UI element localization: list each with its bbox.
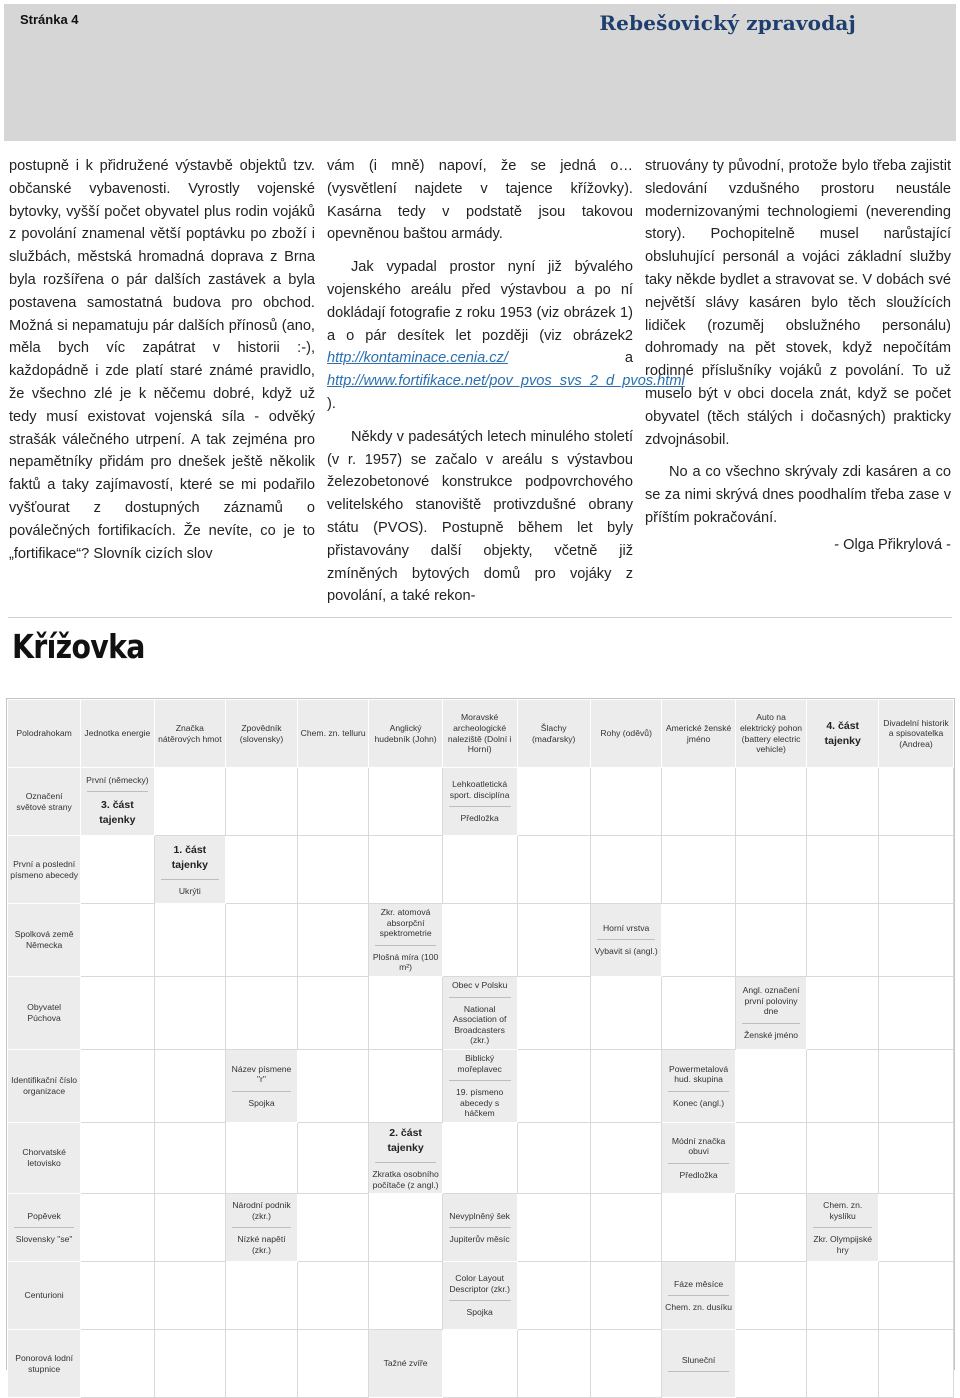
clue-text: Moravské archeologické naleziště (Dolní i Horní) xyxy=(447,712,512,755)
crossword-answer-cell[interactable] xyxy=(879,1049,954,1122)
clue-text: Anglický hudebník (John) xyxy=(374,722,437,744)
clue-divider xyxy=(449,997,511,998)
clue-text: Lehkoatletická sport. disciplína xyxy=(449,779,510,800)
crossword-clue-cell xyxy=(8,1194,81,1262)
clue-divider xyxy=(668,1295,728,1296)
clue-divider xyxy=(597,939,656,940)
crossword-answer-cell[interactable] xyxy=(297,1194,369,1262)
clue-text: Zkr. atomová absorpční spektrometrie xyxy=(379,907,432,939)
article-column-3 xyxy=(645,155,951,557)
crossword-clue-cell xyxy=(662,1262,735,1330)
clue-text: Spojka xyxy=(248,1097,275,1108)
clue-divider xyxy=(449,806,511,807)
crossword-answer-cell[interactable] xyxy=(226,1122,298,1193)
crossword-answer-cell[interactable] xyxy=(81,1194,154,1262)
article-column-1 xyxy=(9,155,315,565)
clue-divider xyxy=(449,1080,511,1081)
crossword-answer-cell[interactable] xyxy=(154,1194,226,1262)
crossword-clue-cell xyxy=(297,700,369,768)
crossword-answer-cell[interactable] xyxy=(81,1262,154,1330)
clue-divider xyxy=(449,1227,511,1228)
clue-text: První (německy) xyxy=(86,774,149,785)
clue-text: Powermetalová hud. skupina xyxy=(668,1063,729,1085)
crossword-answer-cell[interactable] xyxy=(154,768,226,836)
clue-text: 4. část tajenky xyxy=(824,719,861,747)
crossword-clue-cell xyxy=(226,1194,298,1262)
crossword-clue-cell xyxy=(8,1330,81,1398)
clue-divider xyxy=(668,1371,728,1372)
crossword-answer-cell[interactable] xyxy=(662,904,735,977)
clue-text: Vybavit si (angl.) xyxy=(594,946,658,957)
crossword-answer-cell[interactable] xyxy=(735,1262,807,1330)
crossword-answer-cell[interactable] xyxy=(517,1194,590,1262)
article-paragraph: struovány ty původní, protože bylo třeba zajistit sledování vzdušného prostoru neustále modernizovanými technologiemi (neverending story). Pochopitelně musel narůstající obsluhující personál a vojáci základní služby taky někde bydlet a stravovat se. V dobách své největší slávy kasáren bylo těch sloužících lidiček (rozuměj obslužného personálu) dohromady na pět stovek, když nepočítám rodinné příslušníky vojáků z povolání. To už muselo být v obci docela znát, když se počet obyvatel (těch stálých i dočasných) prakticky zdvojnásobil. xyxy=(645,158,951,448)
crossword-clue-cell xyxy=(442,700,517,768)
crossword-table xyxy=(7,699,954,1398)
clue-text: Sluneční xyxy=(681,1354,716,1365)
page-number: Stránka 4 xyxy=(20,12,79,27)
crossword-answer-cell[interactable] xyxy=(517,1262,590,1330)
clue-text: Chorvatské letovisko xyxy=(22,1147,66,1168)
article-column-2 xyxy=(327,155,685,608)
crossword-answer-cell[interactable] xyxy=(590,836,662,904)
clue-text: Obec v Polsku xyxy=(451,979,508,990)
clue-divider xyxy=(449,1300,511,1301)
clue-text: Jupiterův měsíc xyxy=(449,1234,510,1245)
crossword-answer-cell[interactable] xyxy=(226,836,298,904)
crossword-answer-cell[interactable] xyxy=(590,1049,662,1122)
crossword-answer-cell[interactable] xyxy=(517,1049,590,1122)
clue-text: Chem. zn. kyslíku xyxy=(823,1199,863,1221)
crossword-answer-cell[interactable] xyxy=(154,1049,226,1122)
clue-text: 3. část tajenky xyxy=(99,799,136,827)
clue-text: 1. část tajenky xyxy=(171,843,208,871)
crossword-answer-cell[interactable] xyxy=(517,1122,590,1193)
crossword-clue-cell xyxy=(735,976,807,1049)
crossword-answer-cell[interactable] xyxy=(879,768,954,836)
crossword-answer-cell[interactable] xyxy=(226,904,298,977)
clue-text: Značka nátěrových hmot xyxy=(158,722,222,744)
crossword-answer-cell[interactable] xyxy=(442,904,517,977)
article-paragraph: Někdy v padesátých letech minulého století (v r. 1957) se začalo v areálu s výstavbou železobetonové konstrukce podpovrchového velitelského stanoviště protivzdušné obrany státu (PVOS). Postupně během let byly přistavovány další objekty, včetně již zmíněných bytových domů pro vojáky z povolání, a také rekon- xyxy=(327,428,633,605)
clue-text: Spojka xyxy=(466,1307,493,1318)
article-paragraph: No a co všechno skrývaly zdi kasáren a co se za nimi skrývá dnes poodhalím třeba zase v příštím pokračování. xyxy=(645,464,951,526)
crossword-clue-cell xyxy=(442,1049,517,1122)
crossword-answer-cell[interactable] xyxy=(807,904,879,977)
clue-text: Obyvatel Púchova xyxy=(27,1002,62,1023)
clue-text: Rohy (oděvů) xyxy=(600,728,652,739)
crossword-answer-cell[interactable] xyxy=(807,1049,879,1122)
crossword-header-row xyxy=(8,700,954,768)
crossword-answer-cell[interactable] xyxy=(879,1262,954,1330)
crossword-answer-cell[interactable] xyxy=(81,1330,154,1398)
clue-text: Biblický mořeplavec xyxy=(457,1052,502,1074)
clue-text: Šlachy (maďarsky) xyxy=(531,722,576,744)
clue-text: Color Layout Descriptor (zkr.) xyxy=(449,1273,510,1294)
crossword-clue-cell xyxy=(8,1122,81,1193)
clue-text: Konec (angl.) xyxy=(673,1097,725,1108)
crossword-clue-cell xyxy=(8,904,81,977)
crossword-answer-cell[interactable] xyxy=(369,768,442,836)
crossword-answer-cell[interactable] xyxy=(662,1194,735,1262)
crossword-answer-cell[interactable] xyxy=(297,976,369,1049)
crossword-answer-cell[interactable] xyxy=(735,1122,807,1193)
clue-text: Fáze měsíce xyxy=(673,1278,724,1289)
clue-text: Tažné zvíře xyxy=(383,1358,428,1369)
crossword-answer-cell[interactable] xyxy=(735,1194,807,1262)
crossword-answer-cell[interactable] xyxy=(662,976,735,1049)
crossword-answer-cell[interactable] xyxy=(807,1262,879,1330)
clue-text: Ponorová lodní stupnice xyxy=(15,1353,74,1374)
fortifikace-link[interactable]: http://www.fortifikace.net/pov_pvos_svs_2_d_pvos.html xyxy=(327,373,685,390)
crossword-answer-cell[interactable] xyxy=(879,904,954,977)
crossword-answer-cell[interactable] xyxy=(369,976,442,1049)
clue-text: National Association of Broadcasters (zkr.) xyxy=(452,1003,507,1046)
crossword-row xyxy=(8,836,954,904)
clue-text: Chem. zn. dusíku xyxy=(665,1302,733,1313)
crossword-answer-cell[interactable] xyxy=(735,1330,807,1398)
crossword-answer-cell[interactable] xyxy=(590,768,662,836)
crossword-answer-cell[interactable] xyxy=(297,904,369,977)
clue-text: Centurioni xyxy=(24,1290,64,1301)
crossword-answer-cell[interactable] xyxy=(590,1330,662,1398)
crossword-answer-cell[interactable] xyxy=(590,976,662,1049)
crossword-answer-cell[interactable] xyxy=(590,1194,662,1262)
clue-text: Plošná míra (100 m²) xyxy=(372,951,439,973)
crossword-clue-cell xyxy=(8,976,81,1049)
crossword-answer-cell[interactable] xyxy=(226,1330,298,1398)
crossword-answer-cell[interactable] xyxy=(879,836,954,904)
clue-text: Americké ženské jméno xyxy=(665,722,732,744)
crossword-answer-cell[interactable] xyxy=(369,1262,442,1330)
crossword-answer-cell[interactable] xyxy=(807,1330,879,1398)
crossword-answer-cell[interactable] xyxy=(369,1049,442,1122)
crossword-answer-cell[interactable] xyxy=(807,836,879,904)
crossword-clue-cell xyxy=(226,700,298,768)
crossword-row xyxy=(8,1262,954,1330)
crossword-answer-cell[interactable] xyxy=(442,1330,517,1398)
crossword-clue-cell xyxy=(8,700,81,768)
clue-text: Divadelní historik a spisovatelka (Andrea) xyxy=(883,717,949,749)
crossword-clue-cell xyxy=(662,1122,735,1193)
crossword-answer-cell[interactable] xyxy=(226,976,298,1049)
crossword-clue-cell xyxy=(81,768,154,836)
clue-divider xyxy=(161,879,220,880)
crossword-clue-cell xyxy=(81,700,154,768)
crossword-answer-cell[interactable] xyxy=(735,904,807,977)
clue-divider xyxy=(87,791,147,792)
crossword-answer-cell[interactable] xyxy=(297,1122,369,1193)
crossword-answer-cell[interactable] xyxy=(442,836,517,904)
crossword-clue-cell xyxy=(517,700,590,768)
crossword-grid xyxy=(6,698,955,1374)
crossword-title: Křížovka xyxy=(12,627,145,666)
clue-text: Polodrahokam xyxy=(16,728,72,739)
crossword-answer-cell[interactable] xyxy=(81,976,154,1049)
clue-divider xyxy=(668,1163,728,1164)
crossword-answer-cell[interactable] xyxy=(154,1122,226,1193)
crossword-answer-cell[interactable] xyxy=(879,1330,954,1398)
clue-text: Zkr. Olympijské hry xyxy=(813,1234,873,1255)
crossword-answer-cell[interactable] xyxy=(297,1049,369,1122)
clue-text: Předložka xyxy=(460,813,499,824)
clue-text: Předložka xyxy=(679,1169,718,1180)
crossword-answer-cell[interactable] xyxy=(807,1122,879,1193)
crossword-answer-cell[interactable] xyxy=(662,836,735,904)
clue-divider xyxy=(232,1091,291,1092)
crossword-clue-cell xyxy=(8,768,81,836)
clue-divider xyxy=(232,1227,291,1228)
crossword-answer-cell[interactable] xyxy=(735,1049,807,1122)
crossword-row xyxy=(8,768,954,836)
crossword-clue-cell xyxy=(8,1049,81,1122)
crossword-answer-cell[interactable] xyxy=(297,768,369,836)
crossword-clue-cell xyxy=(442,1262,517,1330)
newspaper-title: Rebešovický zpravodaj xyxy=(599,11,856,35)
crossword-answer-cell[interactable] xyxy=(442,1122,517,1193)
crossword-answer-cell[interactable] xyxy=(517,976,590,1049)
clue-text: Horní vrstva xyxy=(602,922,650,933)
crossword-clue-cell xyxy=(662,700,735,768)
clue-divider xyxy=(14,1227,74,1228)
article-paragraph: postupně i k přidružené výstavbě objektů tzv. občanské vybavenosti. Vyrostly vojenské bytovky, vyšší počet obyvatel plus rodin vojáků z povolání znamenal větší poptávku po zboží i službách, městská hromadná doprava z Brna byla rozšířena o pár dalších zastávek a byla postavena samostatná budova pro obchod. Možná si nepamatuju pár dalších přínosů (ano, měla bych víc zapátrat v historii :-), každopádně i zde platí staré známé pravidlo, že všechno zlé je k něčemu dobré, když už tedy musí existovat vojenská síla - odvěký strašák válečného utrpení. A tak zejména pro nepamětníky přidám pro dnešek ještě několik faktů a taky zajímavostí, které se mi podařilo vyšťourat z dostupných záznamů o poválečných fortifikacích. Že nevíte, co je to „fortifikace“? Slovník cizích slov xyxy=(9,158,315,562)
crossword-answer-cell[interactable] xyxy=(81,1049,154,1122)
clue-divider xyxy=(813,1227,872,1228)
crossword-clue-cell xyxy=(369,1330,442,1398)
crossword-clue-cell xyxy=(154,700,226,768)
crossword-clue-cell xyxy=(369,904,442,977)
crossword-answer-cell[interactable] xyxy=(81,836,154,904)
section-divider xyxy=(8,617,952,618)
crossword-answer-cell[interactable] xyxy=(735,836,807,904)
article-paragraph: Jak vypadal prostor nyní již bývalého vojenského areálu před výstavbou a po ní dokládají fotografie z roku 1953 (viz obrázek 1) a o pár desítek let později (viz obrázek2 http://kontaminace.cenia.cz/ a http://www.fortifikace.net/pov_pvos_svs_2_d_pvos.html ). xyxy=(327,259,685,412)
crossword-answer-cell[interactable] xyxy=(517,768,590,836)
clue-text: Národní podnik (zkr.) xyxy=(232,1199,291,1221)
crossword-answer-cell[interactable] xyxy=(81,1122,154,1193)
crossword-clue-cell xyxy=(442,768,517,836)
clue-text: 19. písmeno abecedy s háčkem xyxy=(455,1087,504,1119)
clue-text: Módní značka obuvi xyxy=(671,1135,726,1157)
crossword-clue-cell xyxy=(807,1194,879,1262)
crossword-answer-cell[interactable] xyxy=(879,1194,954,1262)
clue-text: Slovensky "se" xyxy=(15,1234,73,1245)
crossword-answer-cell[interactable] xyxy=(369,1194,442,1262)
clue-text: Ženské jméno xyxy=(744,1030,799,1041)
crossword-row xyxy=(8,904,954,977)
crossword-clue-cell xyxy=(662,1049,735,1122)
crossword-clue-cell xyxy=(369,1122,442,1193)
crossword-answer-cell[interactable] xyxy=(297,836,369,904)
clue-divider xyxy=(375,1162,435,1163)
crossword-clue-cell xyxy=(807,700,879,768)
clue-text: Název písmene "r" xyxy=(231,1063,292,1085)
crossword-clue-cell xyxy=(662,1330,735,1398)
crossword-answer-cell[interactable] xyxy=(662,768,735,836)
clue-text: 2. část tajenky xyxy=(387,1126,424,1154)
crossword-answer-cell[interactable] xyxy=(226,768,298,836)
clue-text: Auto na elektrický pohon (battery electric vehicle) xyxy=(739,712,803,755)
crossword-row xyxy=(8,1049,954,1122)
clue-text: Angl. označení první poloviny dne xyxy=(742,985,800,1017)
crossword-clue-cell xyxy=(442,1194,517,1262)
clue-text: Jednotka energie xyxy=(84,728,151,739)
crossword-answer-cell[interactable] xyxy=(517,904,590,977)
clue-text: Zpovědník (slovensky) xyxy=(239,722,284,744)
clue-divider xyxy=(742,1023,801,1024)
crossword-clue-cell xyxy=(226,1049,298,1122)
crossword-clue-cell xyxy=(735,700,807,768)
crossword-row xyxy=(8,1194,954,1262)
clue-text: První a poslední písmeno abecedy xyxy=(10,858,79,880)
crossword-answer-cell[interactable] xyxy=(154,904,226,977)
clue-text: Identifikační číslo organizace xyxy=(11,1075,78,1096)
crossword-answer-cell[interactable] xyxy=(735,768,807,836)
crossword-clue-cell xyxy=(879,700,954,768)
crossword-clue-cell xyxy=(369,700,442,768)
article-paragraph: vám (i mně) napoví, že se jedná o… (vysvětlení najdete v tajence křížovky). Kasárna tedy v podstatě jsou takovou opevněnou baštou armády. xyxy=(327,158,633,243)
crossword-row xyxy=(8,1122,954,1193)
crossword-answer-cell[interactable] xyxy=(517,1330,590,1398)
crossword-clue-cell xyxy=(154,836,226,904)
crossword-clue-cell xyxy=(442,976,517,1049)
header-bar xyxy=(4,4,956,141)
clue-divider xyxy=(668,1091,728,1092)
crossword-answer-cell[interactable] xyxy=(879,1122,954,1193)
crossword-clue-cell xyxy=(590,904,662,977)
clue-text: Nevyplněný šek xyxy=(449,1210,510,1221)
crossword-clue-cell xyxy=(590,700,662,768)
author-signature: - Olga Přikrylová - xyxy=(834,536,951,553)
crossword-answer-cell[interactable] xyxy=(369,836,442,904)
crossword-answer-cell[interactable] xyxy=(154,976,226,1049)
clue-text: Spolková země Německa xyxy=(14,929,74,950)
clue-text: Nízké napětí (zkr.) xyxy=(237,1234,286,1255)
crossword-answer-cell[interactable] xyxy=(226,1262,298,1330)
clue-text: Označení světové strany xyxy=(16,790,72,812)
crossword-row xyxy=(8,976,954,1049)
crossword-answer-cell[interactable] xyxy=(807,976,879,1049)
clue-text: Popěvek xyxy=(27,1210,61,1221)
crossword-answer-cell[interactable] xyxy=(590,1262,662,1330)
crossword-answer-cell[interactable] xyxy=(297,1262,369,1330)
crossword-answer-cell[interactable] xyxy=(807,768,879,836)
clue-text: Zkratka osobního počítače (z angl.) xyxy=(372,1168,439,1190)
crossword-answer-cell[interactable] xyxy=(879,976,954,1049)
crossword-answer-cell[interactable] xyxy=(81,904,154,977)
clue-divider xyxy=(375,945,435,946)
cenia-link[interactable]: http://kontaminace.cenia.cz/ xyxy=(327,350,508,367)
clue-text: Chem. zn. telluru xyxy=(300,728,366,739)
crossword-answer-cell[interactable] xyxy=(297,1330,369,1398)
crossword-clue-cell xyxy=(8,836,81,904)
crossword-row xyxy=(8,1330,954,1398)
crossword-clue-cell xyxy=(8,1262,81,1330)
crossword-answer-cell[interactable] xyxy=(590,1122,662,1193)
crossword-answer-cell[interactable] xyxy=(154,1330,226,1398)
crossword-answer-cell[interactable] xyxy=(154,1262,226,1330)
clue-text: Ukrýti xyxy=(178,885,201,896)
crossword-answer-cell[interactable] xyxy=(517,836,590,904)
